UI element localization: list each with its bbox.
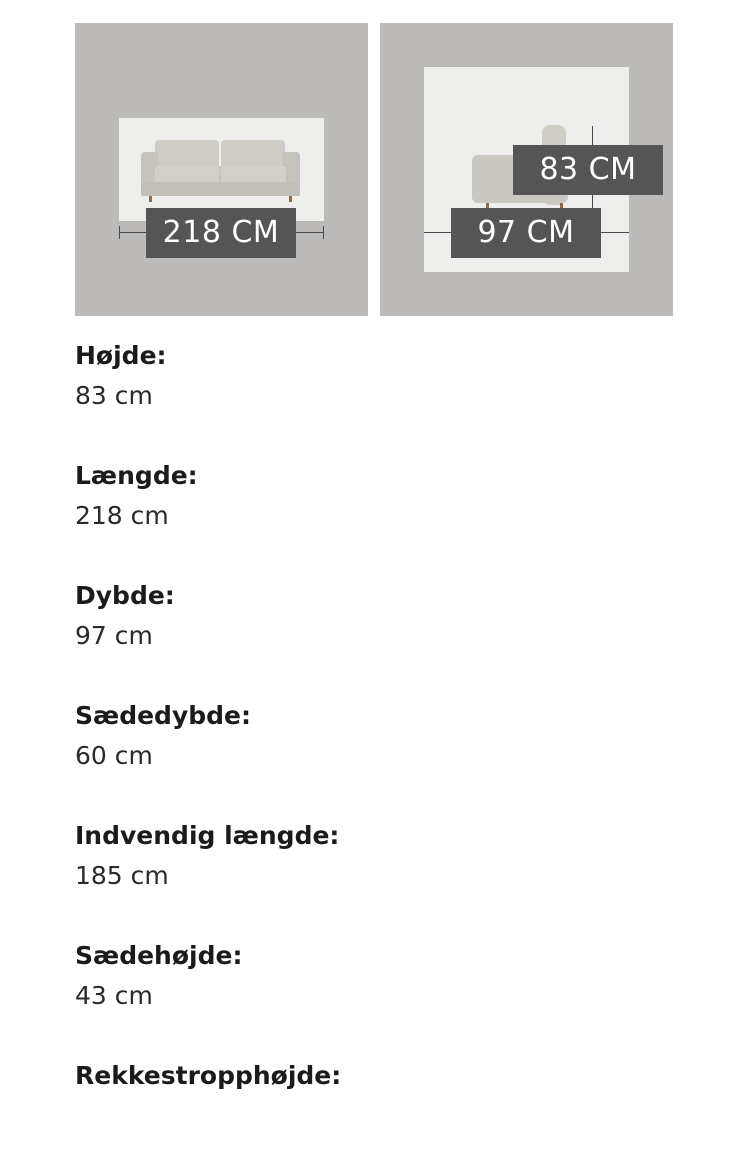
dimension-specs-list <box>75 336 675 1176</box>
spec-armrest-height <box>75 1056 675 1176</box>
spec-label: Sædedybde: <box>75 701 251 730</box>
spec-label: Længde: <box>75 461 198 490</box>
spec-label: Rekkestropphøjde: <box>75 1061 342 1090</box>
spec-value: 185 cm <box>75 861 169 890</box>
sofa-front-photo <box>119 118 324 221</box>
length-dimension-label: 218 CM <box>146 208 296 258</box>
spec-depth <box>75 576 675 696</box>
spec-seat-height <box>75 936 675 1056</box>
spec-label: Indvendig længde: <box>75 821 340 850</box>
length-dimension-tick-left <box>119 226 120 239</box>
spec-label: Dybde: <box>75 581 175 610</box>
spec-height <box>75 336 675 456</box>
side-view-image <box>380 23 673 316</box>
spec-label: Højde: <box>75 341 167 370</box>
spec-length <box>75 456 675 576</box>
spec-value: 60 cm <box>75 741 153 770</box>
front-view-image <box>75 23 368 316</box>
height-dimension-label: 83 CM <box>513 145 663 195</box>
spec-value: 218 cm <box>75 501 169 530</box>
spec-seat-depth <box>75 696 675 816</box>
spec-value: 43 cm <box>75 981 153 1010</box>
length-dimension-tick-right <box>323 226 324 239</box>
spec-value: 97 cm <box>75 621 153 650</box>
spec-label: Sædehøjde: <box>75 941 243 970</box>
depth-dimension-label: 97 CM <box>451 208 601 258</box>
spec-value: 83 cm <box>75 381 153 410</box>
spec-inner-length <box>75 816 675 936</box>
sofa-front-illustration <box>119 118 324 221</box>
